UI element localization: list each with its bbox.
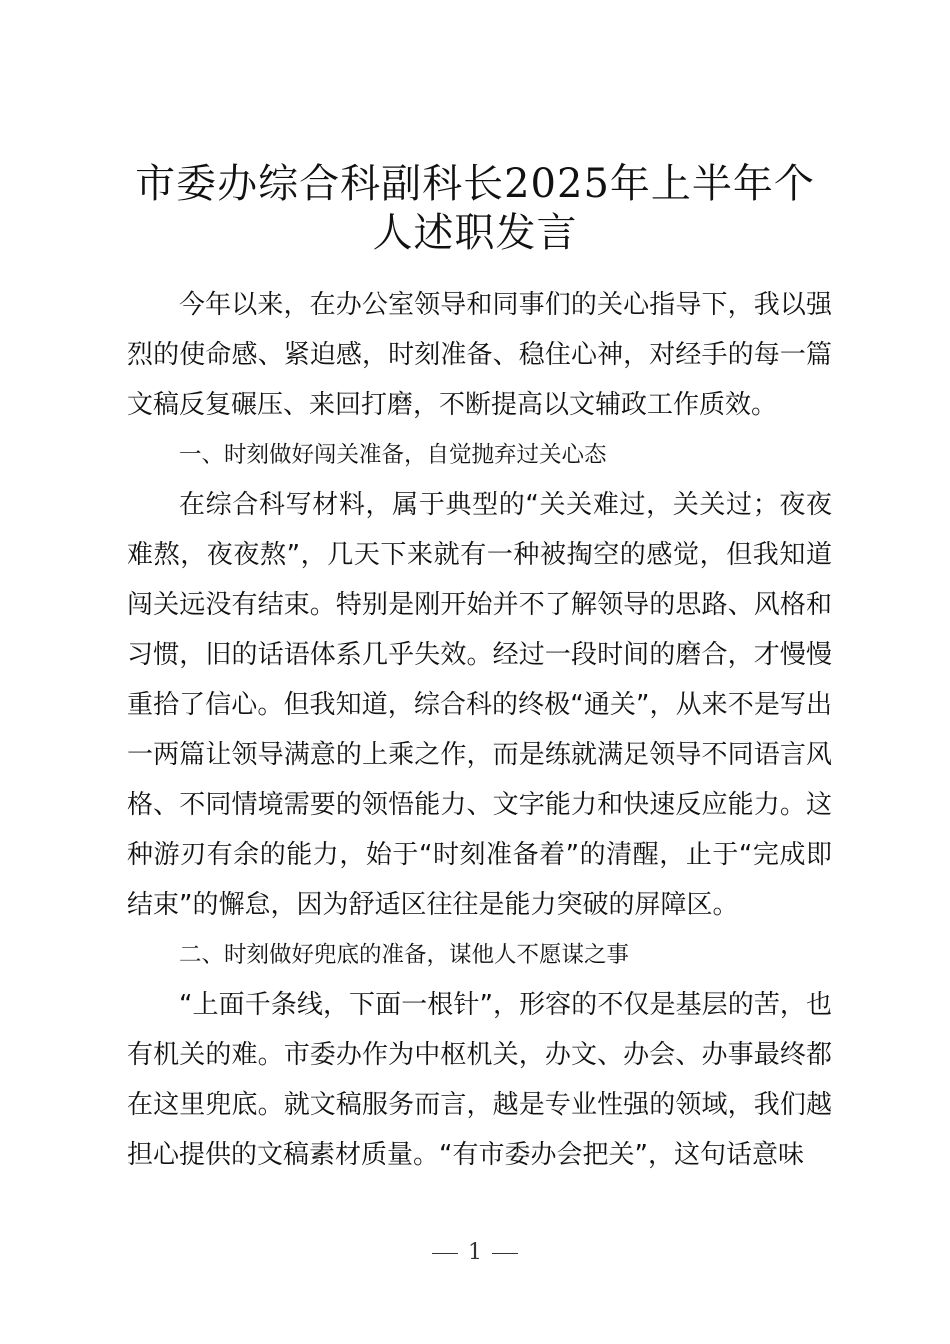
section-heading-2: 二、时刻做好兜底的准备，谋他人不愿谋之事	[179, 942, 630, 968]
paragraph-section-2: “上面千条线，下面一根针”，形容的不仅是基层的苦，也有机关的难。市委办作为中枢机关，办文、办会、办事最终都在这里兜底。就文稿服务而言，越是专业性强的领域，我们越担心提供的文稿素材质量。“有市委办会把关”，这句话意味	[127, 990, 832, 1170]
paragraph-section-1: 在综合科写材料，属于典型的“关关难过，关关过；夜夜难熬，夜夜熬”，几天下来就有一种被掏空的感觉，但我知道闯关远没有结束。特别是刚开始并不了解领导的思路、风格和习惯，旧的话语体系几乎失效。经过一段时间的磨合，才慢慢重拾了信心。但我知道，综合科的终极“通关”，从来不是写出一两篇让领导满意的上乘之作，而是练就满足领导不同语言风格、不同情境需要的领悟能力、文字能力和快速反应能力。这种游刃有余的能力，始于“时刻准备着”的清醒，止于“完成即结束”的懈怠，因为舒适区往往是能力突破的屏障区。	[127, 490, 832, 920]
footer-dash-right	[492, 1253, 518, 1254]
paragraph-intro: 今年以来，在办公室领导和同事们的关心指导下，我以强烈的使命感、紧迫感，时刻准备、稳住心神，对经手的每一篇文稿反复碾压、来回打磨，不断提高以文辅政工作质效。	[127, 290, 832, 420]
page-footer	[0, 1238, 950, 1268]
page-number: 1	[468, 1240, 482, 1265]
document-title: 市委办综合科副科长2025年上半年个人述职发言	[135, 161, 815, 256]
document-body	[127, 280, 832, 1180]
footer-dash-left	[432, 1253, 458, 1254]
section-heading-1: 一、时刻做好闯关准备，自觉抛弃过关心态	[179, 442, 607, 468]
